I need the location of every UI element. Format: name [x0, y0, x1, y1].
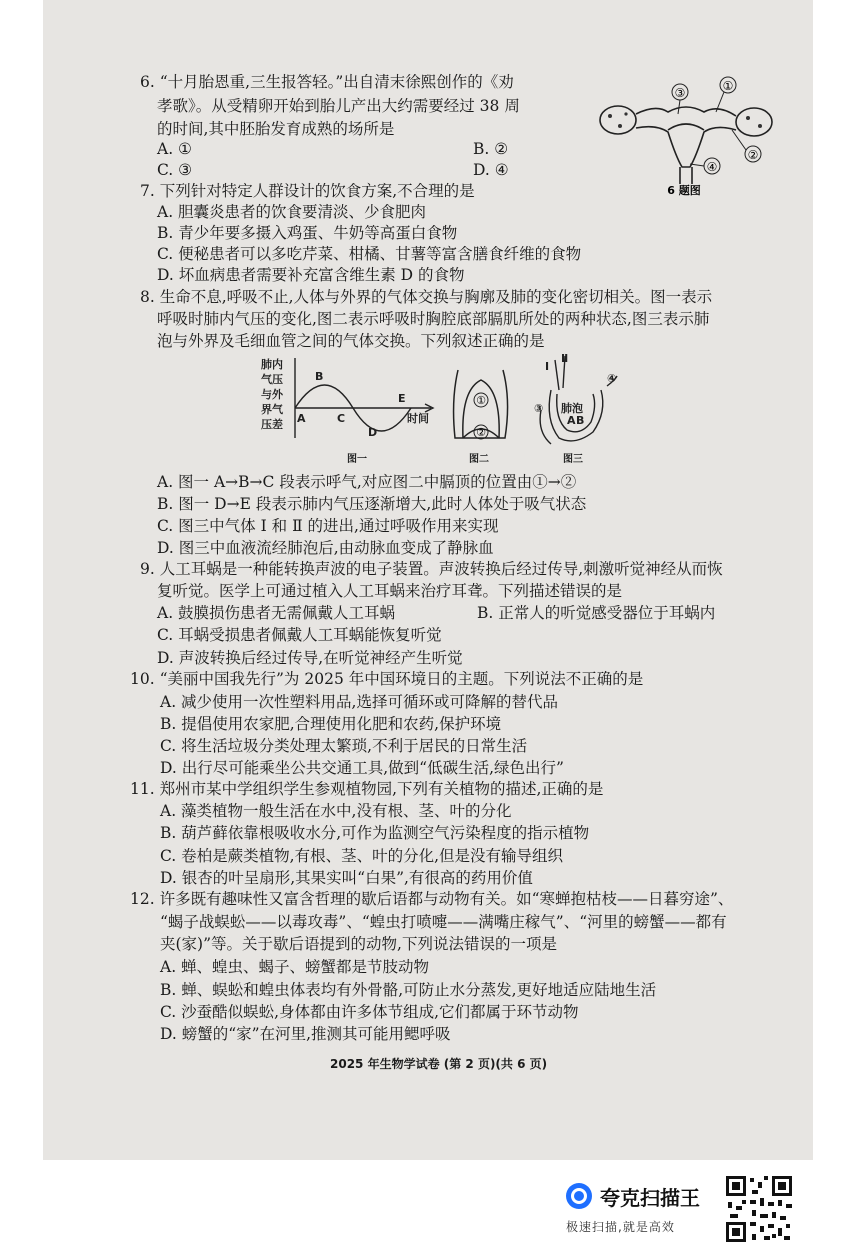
- q9-line-2: 复听觉。医学上可通过植入人工耳蜗来治疗耳聋。下列描述错误的是: [157, 582, 623, 600]
- fig6-label-2: ②: [747, 148, 759, 162]
- q8-option-b: B. 图一 D→E 段表示肺内气压逐渐增大,此时人体处于吸气状态: [157, 495, 587, 513]
- fig3-label-a: A: [567, 414, 576, 427]
- q11-option-c: C. 卷柏是蕨类植物,有根、茎、叶的分化,但是没有输导组织: [160, 847, 564, 865]
- brand-name: 夸克扫描王: [600, 1185, 700, 1210]
- q12-option-a: A. 蝉、蝗虫、蝎子、螃蟹都是节肢动物: [160, 958, 430, 976]
- q12-line-2: “蝎子战蜈蚣——以毒攻毒”、“蝗虫打喷嚏——满嘴庄稼气”、“河里的螃蟹——都有: [160, 913, 727, 931]
- q10-option-c: C. 将生活垃圾分类处理太繁琐,不利于居民的日常生活: [160, 737, 528, 755]
- respiration-figures: [255, 350, 635, 468]
- fig8-caption-1: 图一: [347, 454, 367, 465]
- q12-line-3: 夹(家)”等。关于歇后语提到的动物,下列说法错误的一项是: [160, 935, 557, 953]
- qr-code-icon: [724, 1174, 794, 1244]
- q11-option-b: B. 葫芦藓依靠根吸收水分,可作为监测空气污染程度的指示植物: [160, 824, 590, 842]
- quark-logo-icon: [566, 1183, 592, 1209]
- fig3-label-4: ④: [607, 372, 617, 385]
- q7-option-c: C. 便秘患者可以多吃芹菜、柑橘、甘薯等富含膳食纤维的食物: [157, 245, 582, 263]
- q9-option-a: A. 鼓膜损伤患者无需佩戴人工耳蜗: [157, 604, 396, 622]
- q12-option-c: C. 沙蚕酷似蜈蚣,身体都由许多体节组成,它们都属于环节动物: [160, 1003, 579, 1021]
- q6-option-d: D. ④: [473, 161, 509, 179]
- q10-option-d: D. 出行尽可能乘坐公共交通工具,做到“低碳生活,绿色出行”: [160, 759, 564, 777]
- q8-option-a: A. 图一 A→B→C 段表示呼气,对应图二中膈顶的位置由①→②: [157, 473, 577, 491]
- q6-option-b: B. ②: [473, 140, 509, 158]
- q12-option-d: D. 螃蟹的“家”在河里,推测其可能用鳃呼吸: [160, 1025, 451, 1043]
- fig2-label-1: ①: [476, 394, 486, 407]
- q6-option-c: C. ③: [157, 161, 193, 179]
- fig8-caption-3: 图三: [563, 454, 583, 465]
- q6-line-3: 的时间,其中胚胎发育成熟的场所是: [157, 120, 395, 138]
- q8-line-3: 泡与外界及毛细血管之间的气体交换。下列叙述正确的是: [157, 332, 545, 350]
- uterus-diagram: [596, 72, 776, 197]
- q7-option-d: D. 坏血病患者需要补充富含维生素 D 的食物: [157, 266, 465, 284]
- fig8-point-a: A: [297, 412, 306, 425]
- fig6-label-3: ③: [674, 86, 686, 100]
- q6-line-1: 6. “十月胎恩重,三生报答轻。”出自清末徐熙创作的《劝: [140, 73, 514, 91]
- fig3-label-I: Ⅰ: [545, 360, 550, 373]
- q10-option-b: B. 提倡使用农家肥,合理使用化肥和农药,保护环境: [160, 715, 502, 733]
- q9-line-1: 9. 人工耳蜗是一种能转换声波的电子装置。声波转换后经过传导,刺激听觉神经从而恢: [140, 560, 723, 578]
- fig6-label-1: ①: [722, 79, 734, 93]
- fig6-label-4: ④: [706, 160, 718, 174]
- fig8-ylabel-3: 与外: [261, 388, 283, 401]
- fig8-point-b: B: [315, 370, 324, 383]
- q7-option-a: A. 胆囊炎患者的饮食要清淡、少食肥肉: [157, 203, 427, 221]
- q7-stem: 7. 下列针对特定人群设计的饮食方案,不合理的是: [140, 182, 475, 200]
- q7-option-b: B. 青少年要多摄入鸡蛋、牛奶等高蛋白食物: [157, 224, 458, 242]
- q10-stem: 10. “美丽中国我先行”为 2025 年中国环境日的主题。下列说法不正确的是: [130, 670, 644, 688]
- q11-option-a: A. 藻类植物一般生活在水中,没有根、茎、叶的分化: [160, 802, 512, 820]
- fig8-ylabel-5: 压差: [261, 418, 283, 431]
- fig8-ylabel-2: 气压: [261, 373, 283, 386]
- q11-stem: 11. 郑州市某中学组织学生参观植物园,下列有关植物的描述,正确的是: [130, 780, 604, 798]
- q10-option-a: A. 减少使用一次性塑料用品,选择可循环或可降解的替代品: [160, 693, 558, 711]
- q12-line-1: 12. 许多既有趣味性又富含哲理的歇后语都与动物有关。如“寒蝉抱枯枝——日暮穷途”、: [130, 890, 734, 908]
- q11-option-d: D. 银杏的叶呈扇形,其果实叫“白果”,有很高的药用价值: [160, 869, 533, 887]
- q8-option-d: D. 图三中血液流经肺泡后,由动脉血变成了静脉血: [157, 539, 494, 557]
- fig8-point-e: E: [398, 392, 406, 405]
- fig6-caption: 6 题图: [667, 184, 701, 197]
- fig8-point-c: C: [337, 412, 346, 425]
- q8-option-c: C. 图三中气体 Ⅰ 和 Ⅱ 的进出,通过呼吸作用来实现: [157, 517, 499, 535]
- fig8-point-d: D: [368, 426, 378, 439]
- fig8-ylabel-4: 界气: [261, 403, 283, 416]
- q9-option-d: D. 声波转换后经过传导,在听觉神经产生听觉: [157, 649, 463, 667]
- fig8-caption-2: 图二: [469, 454, 489, 465]
- fig3-label-3: ③: [534, 402, 544, 415]
- brand-slogan: 极速扫描,就是高效: [566, 1220, 675, 1234]
- q8-line-1: 8. 生命不息,呼吸不止,人体与外界的气体交换与胸廓及肺的变化密切相关。图一表示: [140, 288, 713, 306]
- q6-line-2: 孝歌》。从受精卵开始到胎儿产出大约需要经过 38 周: [157, 97, 520, 115]
- fig8-ylabel-1: 肺内: [261, 358, 283, 371]
- q6-option-a: A. ①: [157, 140, 192, 158]
- page-footer: 2025 年生物学试卷 (第 2 页)(共 6 页): [330, 1057, 548, 1071]
- fig2-label-2: ②: [476, 426, 486, 439]
- q8-line-2: 呼吸时肺内气压的变化,图二表示呼吸时胸腔底部膈肌所处的两种状态,图三表示肺: [157, 310, 710, 328]
- q12-option-b: B. 蝉、蜈蚣和蝗虫体表均有外骨骼,可防止水分蒸发,更好地适应陆地生活: [160, 981, 657, 999]
- fig3-label-alveolus: 肺泡: [561, 402, 583, 415]
- fig3-label-b: B: [576, 414, 585, 427]
- scanner-brand: [566, 1178, 700, 1214]
- fig8-xlabel: 时间: [407, 412, 429, 425]
- q9-option-b: B. 正常人的听觉感受器位于耳蜗内: [477, 604, 716, 622]
- q9-option-c: C. 耳蜗受损患者佩戴人工耳蜗能恢复听觉: [157, 626, 442, 644]
- fig3-label-II: Ⅱ: [561, 352, 569, 365]
